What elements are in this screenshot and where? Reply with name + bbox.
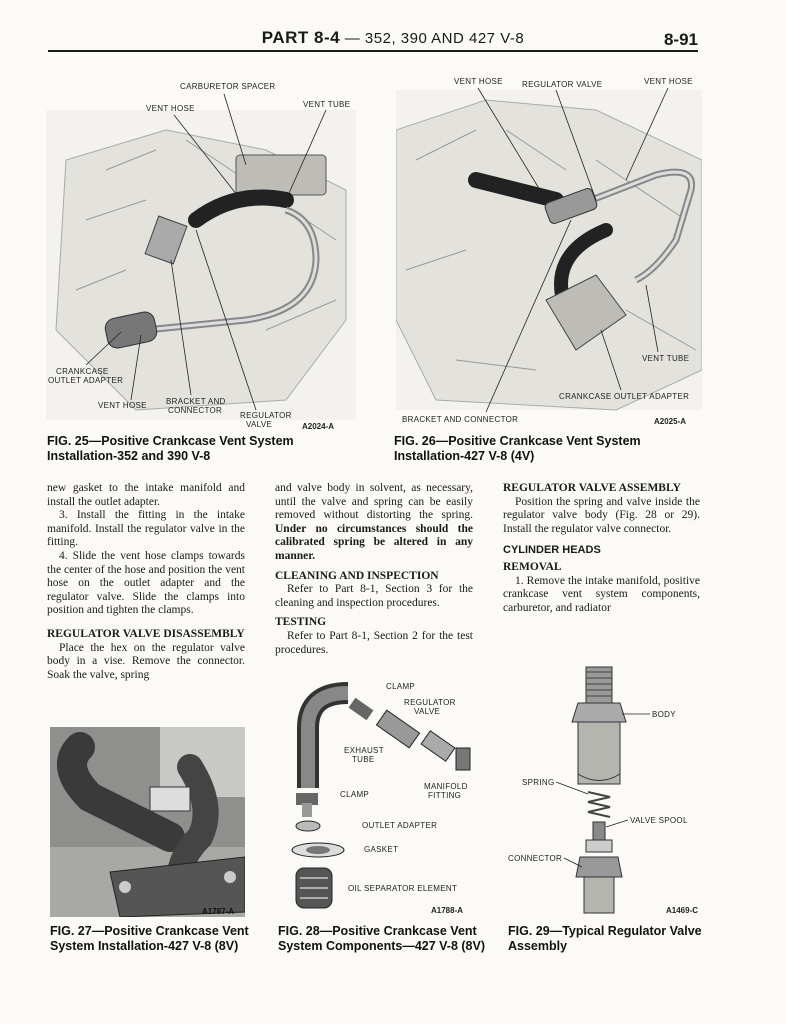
fig25-label-vent-hose-bottom: VENT HOSE (98, 401, 147, 410)
fig26-label-bracket-and-connector: BRACKET AND CONNECTOR (402, 415, 519, 424)
fig26-label-vent-hose-left: VENT HOSE (454, 77, 503, 86)
col2-p1-warning: Under no circumstances should the calibrated spring be altered in any manner. (275, 522, 473, 562)
fig27-photo (50, 727, 245, 917)
col2-p1-text: and valve body in solvent, as necessary, until the valve and spring can be easily removed without distorting the spring. (275, 482, 473, 522)
col1-p4: Place the hex on the regulator valve body in a vise. Remove the connector. Soak the valve, spring (47, 641, 245, 681)
fig28-label-gasket: GASKET (364, 845, 399, 854)
fig28-label-outlet-adapter: OUTLET ADAPTER (362, 821, 438, 830)
fig29-label-body: BODY (652, 710, 676, 719)
fig27-caption-fig: FIG. 27 (50, 924, 92, 938)
fig28-code: A1788-A (431, 906, 464, 915)
fig28-label-valve: VALVE (414, 707, 441, 716)
fig28-label-manifold: MANIFOLD (424, 782, 468, 791)
fig26-caption-fig: FIG. 26 (394, 434, 436, 448)
fig28-label-oil-separator: OIL SEPARATOR ELEMENT (348, 884, 458, 893)
col2-heading-cleaning: CLEANING AND INSPECTION (275, 569, 439, 582)
col3-heading-removal: REMOVAL (503, 560, 562, 573)
fig27-caption (50, 924, 255, 954)
col1-p2: 3. Install the fitting in the intake manifold. Install the regulator valve in the fitting. (47, 509, 245, 549)
col2-p2: Refer to Part 8-1, Section 3 for the cleaning and inspection procedures. (275, 583, 473, 609)
fig25-label-vent-tube: VENT TUBE (303, 100, 351, 109)
fig25-caption (47, 434, 365, 464)
fig28-caption (278, 924, 488, 954)
figure-27 (50, 727, 245, 917)
fig26-code: A2025-A (654, 417, 687, 426)
figure-25 (46, 70, 356, 430)
fig28-label-clamp-mid: CLAMP (340, 790, 370, 799)
col2-heading-testing: TESTING (275, 616, 327, 629)
col3-heading-assembly: REGULATOR VALVE ASSEMBLY (503, 482, 681, 494)
fig25-label-bracket-and: BRACKET AND (166, 397, 226, 406)
fig28-caption-text: —Positive Crankcase Vent System Components—427 V-8 (8V) (278, 924, 486, 953)
fig29-leader-lines (508, 662, 708, 918)
figure-28 (278, 678, 478, 918)
fig29-label-valve-spool: VALVE SPOOL (630, 816, 688, 825)
fig29-label-connector: CONNECTOR (508, 854, 563, 863)
fig25-caption-text: —Positive Crankcase Vent System Installation-352 and 390 V-8 (47, 434, 294, 463)
figure-26 (396, 70, 702, 430)
fig26-leader-lines (396, 70, 702, 430)
fig25-label-vent-hose-top: VENT HOSE (146, 104, 195, 113)
col3-heading-cylinder-heads: CYLINDER HEADS (503, 544, 601, 557)
fig26-caption-text: —Positive Crankcase Vent System Installation-427 V-8 (4V) (394, 434, 641, 463)
fig26-label-vent-hose-right: VENT HOSE (644, 77, 693, 86)
fig25-label-connector: CONNECTOR (168, 406, 223, 415)
part-label: PART 8-4 (261, 28, 341, 47)
fig26-caption (394, 434, 714, 464)
fig25-label-regulator: REGULATOR (240, 411, 292, 420)
fig28-label-tube: TUBE (352, 755, 375, 764)
col1-p1: new gasket to the intake manifold and install the outlet adapter. (47, 482, 245, 508)
figure-29 (508, 662, 708, 918)
fig28-label-clamp-top: CLAMP (386, 682, 416, 691)
fig28-label-fitting: FITTING (428, 791, 462, 800)
col2-p3: Refer to Part 8-1, Section 2 for the test procedures. (275, 629, 473, 656)
fig25-label-outlet-adapter: OUTLET ADAPTER (48, 376, 124, 385)
column-2 (275, 482, 473, 657)
fig29-caption (508, 924, 713, 954)
col3-p1: Position the spring and valve inside the regulator valve body (Fig. 28 or 29). Install the regulator valve connector. (503, 495, 700, 535)
fig28-caption-fig: FIG. 28 (278, 924, 320, 938)
header-rule (48, 50, 698, 52)
fig26-label-crankcase-outlet-adapter: CRANKCASE OUTLET ADAPTER (559, 392, 690, 401)
fig28-label-regulator: REGULATOR (404, 698, 456, 707)
fig26-label-regulator-valve: REGULATOR VALVE (522, 80, 603, 89)
column-3 (503, 482, 700, 615)
fig25-code: A2024-A (302, 422, 335, 431)
fig25-leader-lines (46, 70, 356, 430)
fig25-label-valve: VALVE (246, 420, 273, 429)
page-number: 8-91 (663, 30, 698, 49)
fig25-label-carburetor-spacer: CARBURETOR SPACER (180, 82, 276, 91)
part-subtitle: — 352, 390 AND 427 V-8 (340, 30, 525, 47)
fig27-caption-text: —Positive Crankcase Vent System Installation-427 V-8 (8V) (50, 924, 249, 953)
fig29-label-spring: SPRING (522, 778, 555, 787)
col1-p3: 4. Slide the vent hose clamps towards the center of the hose and position the vent hose on the outlet adapter and the regulator valve. Slide the clamps into position and tighten the clamps. (47, 549, 245, 617)
fig29-code: A1469-C (666, 906, 699, 915)
fig26-label-vent-tube: VENT TUBE (642, 354, 690, 363)
fig29-caption-text: —Typical Regulator Valve Assembly (508, 924, 702, 953)
fig27-code: A1787-A (202, 907, 235, 916)
fig25-label-crankcase: CRANKCASE (56, 367, 109, 376)
col1-heading-disassembly: REGULATOR VALVE DISASSEMBLY (47, 627, 245, 640)
fig28-label-exhaust: EXHAUST (344, 746, 384, 755)
fig29-caption-fig: FIG. 29 (508, 924, 550, 938)
col3-p2: 1. Remove the intake manifold, positive crankcase vent system components, carburetor, and radiator (503, 574, 700, 614)
column-1 (47, 482, 245, 682)
fig25-caption-fig: FIG. 25 (47, 434, 89, 448)
